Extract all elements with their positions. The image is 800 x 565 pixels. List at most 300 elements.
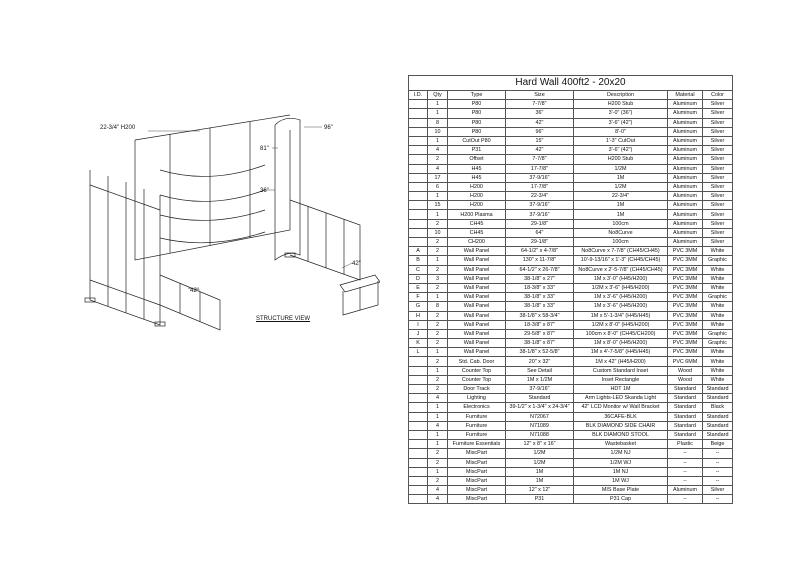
table-row: [409, 127, 733, 136]
cell-description: 1/2M x 8'-0" (H45/H200): [574, 320, 668, 329]
cell-qty: 4: [428, 394, 448, 403]
table-row: [409, 394, 733, 403]
cell-id: [409, 449, 428, 458]
cell-id: [409, 412, 428, 421]
cell-type: Wall Panel: [448, 311, 506, 320]
cell-qty: 1: [428, 467, 448, 476]
cell-qty: 2: [428, 339, 448, 348]
cell-material: PVC 3MM: [668, 293, 703, 302]
cell-type: P80: [448, 109, 506, 118]
cell-material: PVC 3MM: [668, 320, 703, 329]
table-row: [409, 302, 733, 311]
cell-qty: 1: [428, 430, 448, 439]
cell-type: CutOut P80: [448, 136, 506, 145]
table-row: [409, 293, 733, 302]
cell-type: MiscPart: [448, 449, 506, 458]
cell-qty: 2: [428, 357, 448, 366]
dimension-label: 22-3/4" H200: [100, 125, 136, 131]
cell-size: 64": [506, 228, 574, 237]
cell-type: Wall Panel: [448, 283, 506, 292]
cell-type: Furniture: [448, 421, 506, 430]
cell-size: P31: [506, 495, 574, 504]
cell-color: --: [703, 458, 733, 467]
cell-size: 38-1/8" x 33": [506, 293, 574, 302]
cell-material: --: [668, 476, 703, 485]
cell-type: H200 Plasma: [448, 210, 506, 219]
cell-material: --: [668, 449, 703, 458]
cell-material: Plastic: [668, 440, 703, 449]
cell-description: Inset Rectangle: [574, 375, 668, 384]
cell-type: H45: [448, 164, 506, 173]
cell-material: Standard: [668, 385, 703, 394]
cell-description: 1M x 5'-1-3/4" (H45/H45): [574, 311, 668, 320]
cell-type: Wall Panel: [448, 247, 506, 256]
cell-id: [409, 219, 428, 228]
cell-color: White: [703, 357, 733, 366]
cell-description: 3'-6" (42"): [574, 146, 668, 155]
cell-id: [409, 127, 428, 136]
cell-type: MiscPart: [448, 486, 506, 495]
table-row: [409, 118, 733, 127]
table-row: [409, 274, 733, 283]
cell-color: Silver: [703, 219, 733, 228]
table-row: [409, 173, 733, 182]
table-row: [409, 449, 733, 458]
cell-id: E: [409, 283, 428, 292]
cell-description: HDT 1M: [574, 385, 668, 394]
cell-color: Graphic: [703, 329, 733, 338]
cell-id: [409, 421, 428, 430]
cell-description: 1M x 42" (H45/H200): [574, 357, 668, 366]
cell-material: --: [668, 458, 703, 467]
cell-qty: 10: [428, 127, 448, 136]
cell-qty: 1: [428, 100, 448, 109]
cell-size: 17-7/8": [506, 164, 574, 173]
cell-size: 22-3/4": [506, 192, 574, 201]
cell-type: Wall Panel: [448, 339, 506, 348]
cell-qty: 2: [428, 375, 448, 384]
table-row: [409, 366, 733, 375]
cell-description: 1M: [574, 201, 668, 210]
cell-qty: 2: [428, 320, 448, 329]
cell-type: Wall Panel: [448, 348, 506, 357]
cell-color: Standard: [703, 430, 733, 439]
cell-type: P31: [448, 146, 506, 155]
cell-type: Counter Top: [448, 366, 506, 375]
cell-type: Furniture: [448, 430, 506, 439]
cell-id: B: [409, 256, 428, 265]
cell-color: --: [703, 449, 733, 458]
cell-qty: 1: [428, 109, 448, 118]
cell-color: Silver: [703, 228, 733, 237]
table-row: [409, 357, 733, 366]
cell-color: Silver: [703, 182, 733, 191]
cell-size: 64-1/2" x 26-7/8": [506, 265, 574, 274]
cell-type: Wall Panel: [448, 302, 506, 311]
bill-of-materials-table: [408, 75, 733, 504]
table-row: [409, 247, 733, 256]
cell-size: 1/2M: [506, 449, 574, 458]
cell-description: 1M x 3'-6" (H45/H200): [574, 302, 668, 311]
cell-material: PVC 3MM: [668, 283, 703, 292]
cell-color: Silver: [703, 173, 733, 182]
cell-description: BLK DIAMOND SIDE CHAIR: [574, 421, 668, 430]
cell-id: [409, 136, 428, 145]
cell-material: PVC 3MM: [668, 311, 703, 320]
cell-qty: 4: [428, 421, 448, 430]
dimension-label: 36": [260, 188, 269, 194]
cell-description: 1/2M: [574, 164, 668, 173]
cell-id: [409, 201, 428, 210]
cell-type: Wall Panel: [448, 320, 506, 329]
cell-material: PVC 6MM: [668, 357, 703, 366]
cell-description: 10'-9-13/16" x 1'-3" (CH45/CH45): [574, 256, 668, 265]
cell-size: 37-9/16": [506, 210, 574, 219]
table-row: [409, 403, 733, 412]
cell-material: Standard: [668, 430, 703, 439]
cell-size: Standard: [506, 394, 574, 403]
table-row: [409, 320, 733, 329]
table-row: [409, 476, 733, 485]
cell-type: Std. Cab. Door: [448, 357, 506, 366]
cell-qty: 2: [428, 283, 448, 292]
cell-material: Aluminum: [668, 210, 703, 219]
cell-id: J: [409, 329, 428, 338]
cell-material: Standard: [668, 421, 703, 430]
cell-qty: 2: [428, 247, 448, 256]
cell-description: 1M x 3'-0" (H45/H200): [574, 274, 668, 283]
cell-color: Graphic: [703, 293, 733, 302]
cell-size: 38-1/8" x 33": [506, 302, 574, 311]
cell-color: Silver: [703, 127, 733, 136]
cell-size: 38-1/8" x 27": [506, 274, 574, 283]
cell-material: --: [668, 495, 703, 504]
cell-id: [409, 164, 428, 173]
cell-id: [409, 403, 428, 412]
cell-type: MiscPart: [448, 458, 506, 467]
cell-qty: 1: [428, 412, 448, 421]
cell-color: Standard: [703, 385, 733, 394]
cell-color: White: [703, 283, 733, 292]
cell-qty: 2: [428, 329, 448, 338]
cell-qty: 1: [428, 256, 448, 265]
dimension-label: 42": [190, 288, 199, 294]
table-row: [409, 146, 733, 155]
table-row: [409, 256, 733, 265]
cell-material: PVC 3MM: [668, 256, 703, 265]
cell-size: 1/2M: [506, 458, 574, 467]
table-row: [409, 219, 733, 228]
cell-color: Silver: [703, 164, 733, 173]
cell-id: [409, 366, 428, 375]
cell-type: H45: [448, 173, 506, 182]
table-row: [409, 283, 733, 292]
cell-size: 7-7/8": [506, 100, 574, 109]
cell-size: 20" x 32": [506, 357, 574, 366]
cell-color: White: [703, 247, 733, 256]
cell-type: Wall Panel: [448, 293, 506, 302]
cell-qty: 2: [428, 311, 448, 320]
cell-color: Silver: [703, 136, 733, 145]
table-row: [409, 348, 733, 357]
column-header-size: Size: [506, 91, 574, 100]
cell-material: PVC 3MM: [668, 247, 703, 256]
cell-material: Aluminum: [668, 146, 703, 155]
cell-color: White: [703, 274, 733, 283]
cell-color: White: [703, 320, 733, 329]
cell-id: [409, 394, 428, 403]
cell-description: 1/2M NJ: [574, 449, 668, 458]
cell-color: Black: [703, 403, 733, 412]
cell-material: Aluminum: [668, 219, 703, 228]
cell-type: Wall Panel: [448, 265, 506, 274]
cell-qty: 10: [428, 228, 448, 237]
cell-color: Silver: [703, 201, 733, 210]
cell-description: Arm Lights-LED Skanda Light: [574, 394, 668, 403]
cell-qty: 1: [428, 210, 448, 219]
table-row: [409, 182, 733, 191]
cell-size: 17-7/8": [506, 182, 574, 191]
cell-id: C: [409, 265, 428, 274]
table-row: [409, 100, 733, 109]
cell-qty: 1: [428, 348, 448, 357]
cell-size: 18-3/8" x 87": [506, 320, 574, 329]
cell-size: See Detail: [506, 366, 574, 375]
column-header-qty: Qty: [428, 91, 448, 100]
table-row: [409, 421, 733, 430]
table-header-row: [409, 91, 733, 100]
cell-qty: 1: [428, 192, 448, 201]
cell-type: H200: [448, 201, 506, 210]
cell-id: [409, 476, 428, 485]
cell-color: Silver: [703, 486, 733, 495]
cell-color: Beige: [703, 440, 733, 449]
table-row: [409, 329, 733, 338]
cell-description: 36CAFE-BLK: [574, 412, 668, 421]
cell-qty: 8: [428, 118, 448, 127]
cell-type: MiscPart: [448, 476, 506, 485]
cell-size: 42": [506, 118, 574, 127]
cell-material: Aluminum: [668, 173, 703, 182]
cell-description: No8Curve x 7-7/8" (CH45/CH45): [574, 247, 668, 256]
cell-description: MIS Base Plate: [574, 486, 668, 495]
cell-material: Aluminum: [668, 118, 703, 127]
cell-material: Aluminum: [668, 155, 703, 164]
cell-qty: 2: [428, 449, 448, 458]
cell-color: Silver: [703, 210, 733, 219]
table-row: [409, 486, 733, 495]
cell-type: Door Track: [448, 385, 506, 394]
cell-description: 1M: [574, 210, 668, 219]
cell-material: --: [668, 467, 703, 476]
cell-type: Furniture: [448, 412, 506, 421]
table-row: [409, 495, 733, 504]
cell-color: Standard: [703, 412, 733, 421]
cell-description: 1M: [574, 173, 668, 182]
cell-material: PVC 3MM: [668, 348, 703, 357]
cell-material: Aluminum: [668, 182, 703, 191]
cell-type: P80: [448, 127, 506, 136]
cell-type: Counter Top: [448, 375, 506, 384]
cell-size: 64-1/2" x 4-7/8": [506, 247, 574, 256]
cell-color: --: [703, 476, 733, 485]
cell-qty: 4: [428, 495, 448, 504]
table-row: [409, 201, 733, 210]
column-header-id: I.D.: [409, 91, 428, 100]
cell-id: [409, 173, 428, 182]
cell-color: White: [703, 348, 733, 357]
cell-size: 12" x 12": [506, 486, 574, 495]
cell-qty: 6: [428, 182, 448, 191]
cell-qty: 4: [428, 146, 448, 155]
cell-size: 12" x 8" x 16": [506, 440, 574, 449]
cell-qty: 1: [428, 403, 448, 412]
column-header-type: Type: [448, 91, 506, 100]
cell-color: Graphic: [703, 339, 733, 348]
cell-qty: 17: [428, 173, 448, 182]
cell-type: Furniture Essentials: [448, 440, 506, 449]
cell-size: 15": [506, 136, 574, 145]
cell-id: D: [409, 274, 428, 283]
cell-qty: 1: [428, 440, 448, 449]
table-row: [409, 458, 733, 467]
cell-type: Electronics: [448, 403, 506, 412]
cell-material: PVC 3MM: [668, 329, 703, 338]
cell-material: PVC 3MM: [668, 274, 703, 283]
cell-description: 1M x 8'-0" (H45/H200): [574, 339, 668, 348]
structure-drawing: [60, 110, 380, 340]
cell-size: 42": [506, 146, 574, 155]
cell-qty: 4: [428, 486, 448, 495]
cell-material: Aluminum: [668, 136, 703, 145]
cell-size: 29-1/8": [506, 238, 574, 247]
cell-description: Custom Standard Inset: [574, 366, 668, 375]
column-header-color: Color: [703, 91, 733, 100]
cell-type: CH200: [448, 238, 506, 247]
cell-id: H: [409, 311, 428, 320]
cell-type: CH45: [448, 228, 506, 237]
structure-view-label: STRUCTURE VIEW: [256, 316, 310, 322]
cell-qty: 2: [428, 155, 448, 164]
cell-id: [409, 118, 428, 127]
cell-color: Silver: [703, 192, 733, 201]
cell-size: 18-3/8" x 33": [506, 283, 574, 292]
cell-id: L: [409, 348, 428, 357]
table-row: [409, 467, 733, 476]
cell-material: PVC 3MM: [668, 339, 703, 348]
cell-description: 42" LCD Monitor w/ Wall Bracket: [574, 403, 668, 412]
cell-material: Standard: [668, 403, 703, 412]
cell-size: 37-9/16": [506, 173, 574, 182]
cell-description: 1M x 4'-7-5/8" (H45/H45): [574, 348, 668, 357]
column-header-material: Material: [668, 91, 703, 100]
table-row: [409, 440, 733, 449]
table-row: [409, 265, 733, 274]
cell-material: Aluminum: [668, 201, 703, 210]
table-row: [409, 430, 733, 439]
cell-description: 100cm: [574, 238, 668, 247]
table-row: [409, 375, 733, 384]
cell-id: [409, 430, 428, 439]
cell-id: [409, 182, 428, 191]
cell-description: 1M NJ: [574, 467, 668, 476]
cell-description: 100cm x 8'-0" (CH45/CH200): [574, 329, 668, 338]
cell-description: 100cm: [574, 219, 668, 228]
cell-description: 1/2M: [574, 182, 668, 191]
cell-id: G: [409, 302, 428, 311]
cell-type: Lighting: [448, 394, 506, 403]
table-row: [409, 109, 733, 118]
dimension-label: 96": [324, 125, 333, 131]
cell-material: Standard: [668, 412, 703, 421]
cell-description: H200 Stub: [574, 155, 668, 164]
cell-description: 1M WJ: [574, 476, 668, 485]
cell-qty: 2: [428, 238, 448, 247]
cell-size: 1M: [506, 467, 574, 476]
table-row: [409, 136, 733, 145]
cell-material: Aluminum: [668, 228, 703, 237]
cell-qty: 1: [428, 366, 448, 375]
cell-id: [409, 385, 428, 394]
cell-size: 130" x 11-7/8": [506, 256, 574, 265]
cell-material: Aluminum: [668, 238, 703, 247]
cell-color: --: [703, 467, 733, 476]
cell-type: CH45: [448, 219, 506, 228]
cell-type: Wall Panel: [448, 329, 506, 338]
cell-description: 1/2M x 3'-6" (H45/H200): [574, 283, 668, 292]
cell-size: 39-1/2" x 1-3/4" x 24-3/4": [506, 403, 574, 412]
cell-id: [409, 440, 428, 449]
cell-material: Aluminum: [668, 486, 703, 495]
cell-color: Silver: [703, 100, 733, 109]
cell-id: [409, 458, 428, 467]
cell-qty: 1: [428, 136, 448, 145]
cell-color: Silver: [703, 155, 733, 164]
cell-id: I: [409, 320, 428, 329]
cell-size: 1M x 1/2M: [506, 375, 574, 384]
cell-id: [409, 100, 428, 109]
cell-size: 29-5/8" x 87": [506, 329, 574, 338]
cell-id: [409, 357, 428, 366]
cell-qty: 2: [428, 265, 448, 274]
cell-description: No8Curve x 2'-5-7/8" (CH45/CH45): [574, 265, 668, 274]
cell-size: 38-1/8" x 52-5/8": [506, 348, 574, 357]
cell-type: Wall Panel: [448, 274, 506, 283]
table-row: [409, 385, 733, 394]
cell-size: 38-1/8" x 58-3/4": [506, 311, 574, 320]
cell-size: 38-1/8" x 87": [506, 339, 574, 348]
cell-color: White: [703, 375, 733, 384]
table-row: [409, 164, 733, 173]
cell-description: 1/2M WJ: [574, 458, 668, 467]
cell-qty: 2: [428, 458, 448, 467]
cell-size: N71088: [506, 430, 574, 439]
cell-color: Silver: [703, 118, 733, 127]
cell-qty: 8: [428, 302, 448, 311]
cell-color: Standard: [703, 394, 733, 403]
cell-description: BLK DIAMOND STOOL: [574, 430, 668, 439]
cell-id: [409, 486, 428, 495]
cell-material: Aluminum: [668, 164, 703, 173]
table-row: [409, 192, 733, 201]
cell-material: Aluminum: [668, 192, 703, 201]
cell-type: Wall Panel: [448, 256, 506, 265]
cell-description: P31 Cap: [574, 495, 668, 504]
cell-size: 96": [506, 127, 574, 136]
cell-qty: 4: [428, 164, 448, 173]
cell-id: [409, 495, 428, 504]
cell-id: [409, 238, 428, 247]
